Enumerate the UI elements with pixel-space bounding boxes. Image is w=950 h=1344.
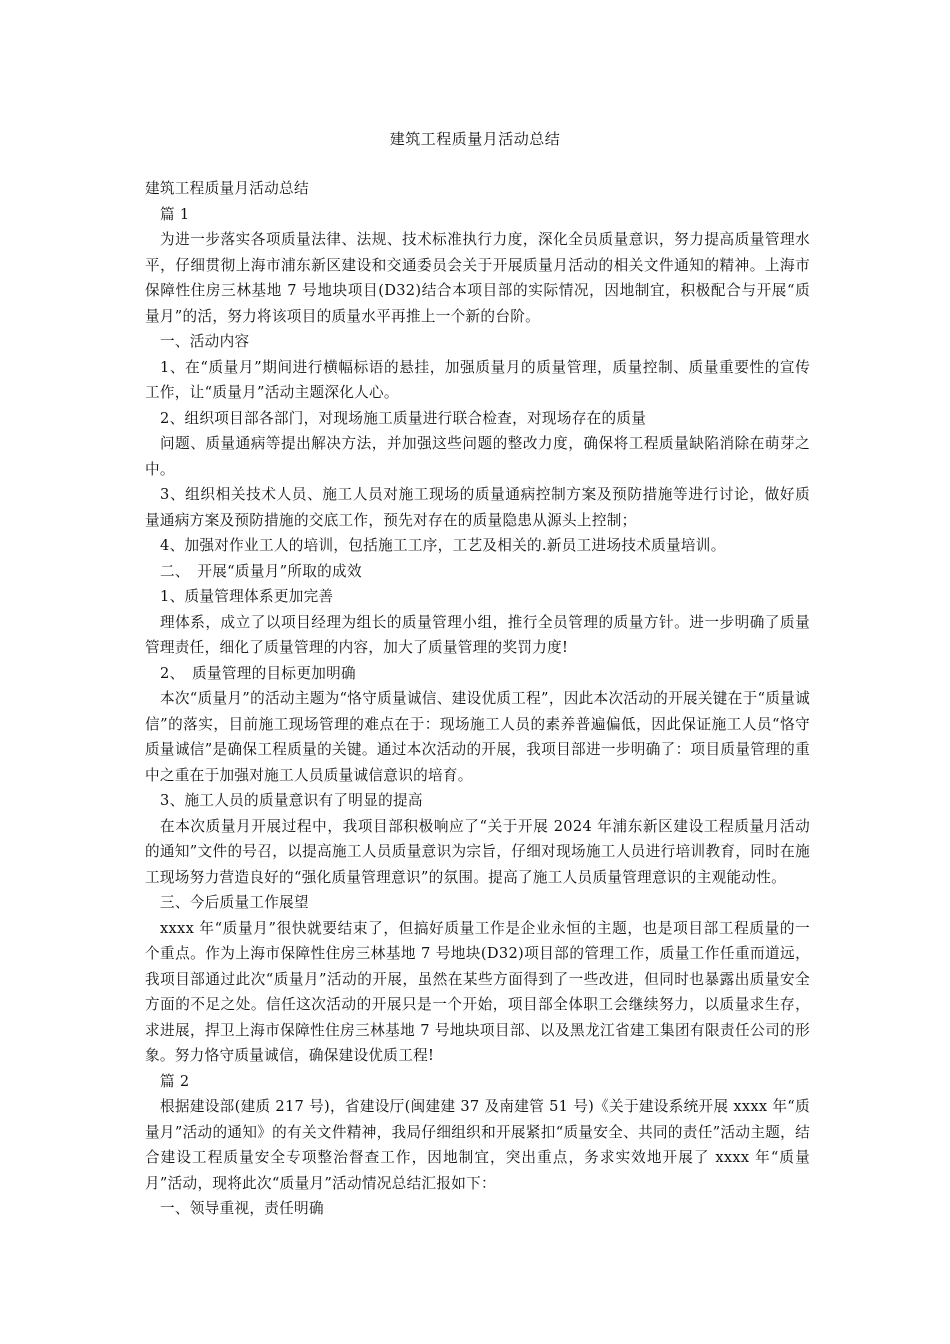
document-paragraph: 一、活动内容 <box>160 333 250 350</box>
document-paragraph: 理体系，成立了以项目经理为组长的质量管理小组，推行全员管理的质量方针。进一步明确了质量管理责任，细化了质量管理的内容，加大了质量管理的奖罚力度! <box>145 613 810 656</box>
document-paragraph: 1、质量管理体系更加完善 <box>160 588 334 605</box>
document-paragraph: 在本次质量月开展过程中，我项目部积极响应了“关于开展 2024 年浦东新区建设工程质量月活动的通知”文件的号召，以提高施工人员质量意识为宗旨，仔细对现场施工人员进行培训教育，同时在施工现场努力营造良好的“强化质量管理意识”的氛围。提高了施工人员质量管理意识的主观能动性。 <box>145 817 810 886</box>
document-paragraph: 二、 开展“质量月”所取的成效 <box>160 562 362 580</box>
document-paragraph: 建筑工程质量月活动总结 <box>145 180 309 197</box>
document-paragraph: 3、施工人员的质量意识有了明显的提高 <box>160 792 423 809</box>
document-paragraph: 一、领导重视，责任明确 <box>160 1200 324 1217</box>
document-paragraph: 篇 2 <box>160 1072 190 1090</box>
document-paragraph: 3、组织相关技术人员、施工人员对施工现场的质量通病控制方案及预防措施等进行讨论，做好质量通病方案及预防措施的交底工作，预先对存在的质量隐患从源头上控制； <box>145 486 810 529</box>
document-title: 建筑工程质量月活动总结 <box>389 130 561 148</box>
document-paragraph: 4、加强对作业工人的培训，包括施工工序，工艺及相关的.新员工进场技术质量培训。 <box>160 537 726 554</box>
document-paragraph: 2、 质量管理的目标更加明确 <box>160 664 356 682</box>
document-paragraph: 问题、质量通病等提出解决方法，并加强这些问题的整改力度，确保将工程质量缺陷消除在萌芽之中。 <box>145 435 810 478</box>
document-paragraph: 2、组织项目部各部门，对现场施工质量进行联合检查，对现场存在的质量 <box>160 409 647 427</box>
document-paragraph: 三、今后质量工作展望 <box>160 894 309 911</box>
document-paragraph: 为进一步落实各项质量法律、法规、技术标准执行力度，深化全员质量意识，努力提高质量管理水平，仔细贯彻上海市浦东新区建设和交通委员会关于开展质量月活动的相关文件通知的精神。上海市保障性住房三林基地 7 号地块项目(D32)结合本项目部的实际情况，因地制宜，积极配合与开展“质量月”的活，努力将该项目的质量水平再推上一个新的台阶。 <box>145 231 810 325</box>
document-paragraph: 根据建设部(建质 217 号)，省建设厅(闽建建 37 及南建管 51 号)《关于建设系统开展 xxxx 年“质量月”活动的通知》的有关文件精神，我局仔细组织和开展紧扣“质量安全、共同的责任”活动主题，结合建设工程质量安全专项整治督查工作，因地制宜，突出重点，务求实效地开展了 xxxx 年“质量月”活动，现将此次“质量月”活动情况总结汇报如下： <box>145 1098 810 1192</box>
document-paragraph: xxxx 年“质量月”很快就要结束了，但搞好质量工作是企业永恒的主题，也是项目部工程质量的一个重点。作为上海市保障性住房三林基地 7 号地块(D32)项目部的管理工作，质量工作任重而道远，我项目部通过此次“质量月”活动的开展，虽然在某些方面得到了一些改进，但同时也暴露出质量安全方面的不足之处。信任这次活动的开展只是一个开始，项目部全体职工会继续努力，以质量求生存，求进展，捍卫上海市保障性住房三林基地 7 号地块项目部、以及黑龙江省建工集团有限责任公司的形象。努力恪守质量诚信，确保建设优质工程! <box>145 919 810 1064</box>
document-body <box>145 176 810 1222</box>
document-paragraph: 本次“质量月”的活动主题为“恪守质量诚信、建设优质工程”，因此本次活动的开展关键在于“质量诚信”的落实，目前施工现场管理的难点在于：现场施工人员的素养普遍偏低，因此保证施工人员“恪守质量诚信”是确保工程质量的关键。通过本次活动的开展，我项目部进一步明确了：项目质量管理的重中之重在于加强对施工人员质量诚信意识的培育。 <box>145 690 810 784</box>
document-paragraph: 篇 1 <box>160 205 190 223</box>
document-paragraph: 1、在“质量月”期间进行横幅标语的悬挂，加强质量月的质量管理，质量控制、质量重要性的宣传工作，让“质量月”活动主题深化人心。 <box>145 358 810 401</box>
